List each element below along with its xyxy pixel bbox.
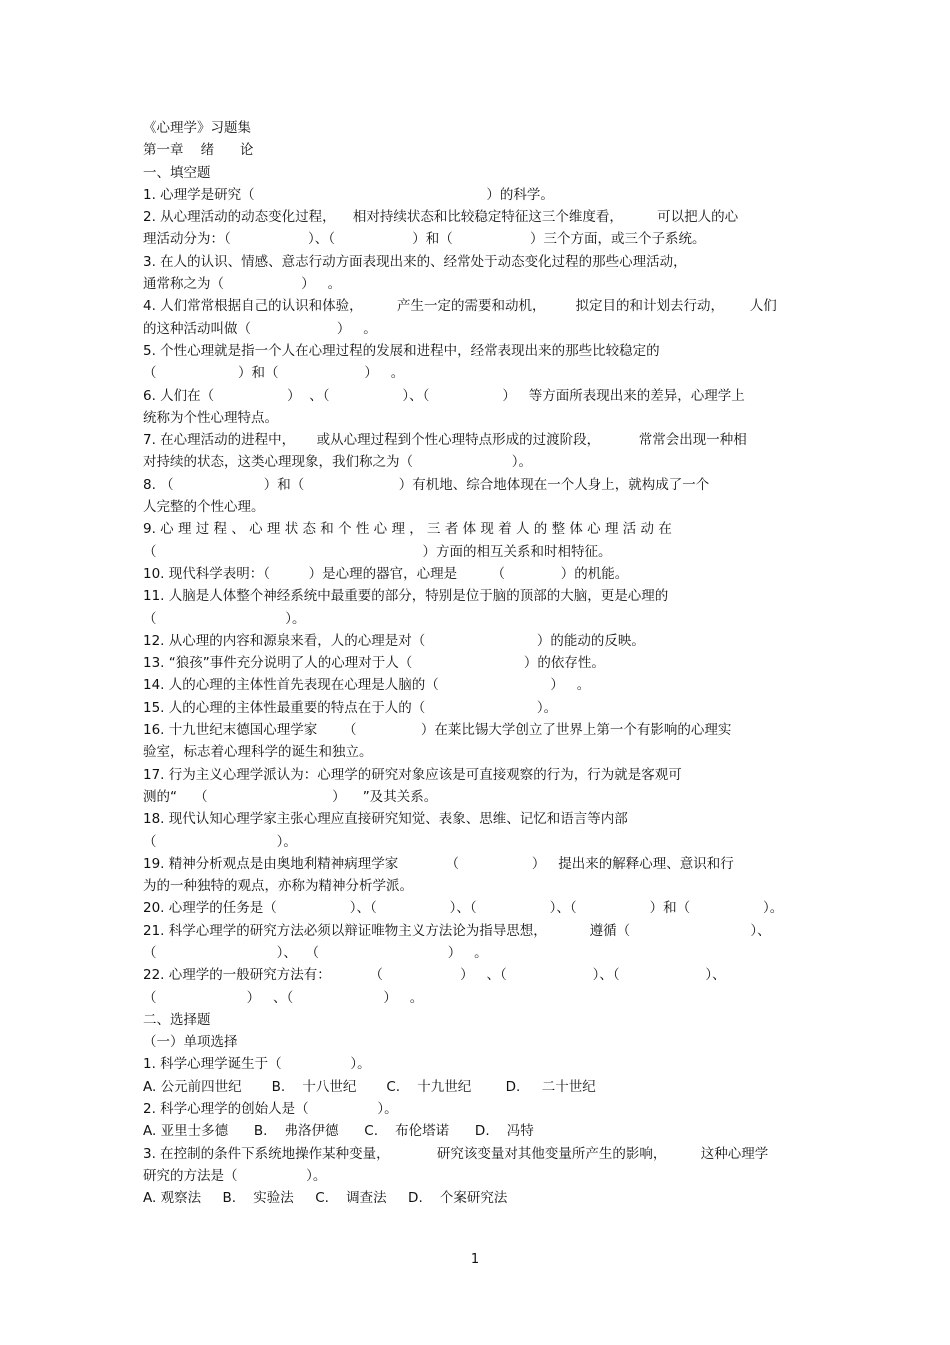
text-line: A. 公元前四世纪 B. 十八世纪 C. 十九世纪 D. 二十世纪: [143, 1078, 596, 1095]
text-line: 测的“ （ ） ”及其关系。: [143, 788, 438, 805]
text-line: A. 观察法 B. 实验法 C. 调查法 D. 个案研究法: [143, 1190, 508, 1207]
exercise-lines: [143, 162, 811, 1210]
text-line: 13. “狼孩”事件充分说明了人的心理对于人（ ）的依存性。: [143, 655, 605, 672]
text-line: 16. 十九世纪末德国心理学家 （ ）在莱比锡大学创立了世界上第一个有影响的心理实: [143, 722, 732, 739]
text-line: 1. 科学心理学诞生于（ ）。: [143, 1056, 371, 1073]
text-line: 7. 在心理活动的进程中， 或从心理过程到个性心理特点形成的过渡阶段， 常常会出现一种相: [143, 432, 747, 449]
text-line: 6. 人们在（ ） 、（ ）、（ ） 等方面所表现出来的差异，心理学上: [143, 387, 745, 404]
text-line: 20. 心理学的任务是（ ）、（ ）、（ ）、（ ）和（ ）。: [143, 900, 784, 917]
text-line: 验室，标志着心理科学的诞生和独立。: [143, 744, 373, 761]
text-line: 9. 心 理 过 程 、 心 理 状 态 和 个 性 心 理 ， 三 者 体 现 着 人 的 整 体 心 理 活 动 在: [143, 521, 672, 538]
text-line: 5. 个性心理就是指一个人在心理过程的发展和进程中，经常表现出来的那些比较稳定的: [143, 342, 660, 359]
text-line: 二、选择题: [143, 1011, 211, 1028]
text-line: 11. 人脑是人体整个神经系统中最重要的部分，特别是位于脑的顶部的大脑，更是心理的: [143, 588, 669, 605]
text-line: 3. 在人的认识、情感、意志行动方面表现出来的、经常处于动态变化过程的那些心理活动，: [143, 253, 687, 270]
document-body: [143, 117, 811, 1210]
page-number: 1: [470, 1252, 480, 1267]
text-line: （ ）。: [143, 610, 306, 627]
text-line: 8. （ ）和（ ）有机地、综合地体现在一个人身上，就构成了一个: [143, 476, 710, 493]
text-line: 15. 人的心理的主体性最重要的特点在于人的（ ）。: [143, 699, 558, 716]
text-line: 4. 人们常常根据自己的认识和体验， 产生一定的需要和动机， 拟定目的和计划去行动， 人们: [143, 298, 777, 315]
text-line: 的这种活动叫做（ ） 。: [143, 320, 377, 337]
text-line: 通常称之为（ ） 。: [143, 276, 342, 293]
text-line: 人完整的个性心理。: [143, 499, 265, 516]
text-line: 22. 心理学的一般研究方法有： （ ） 、（ ）、（ ）、: [143, 967, 726, 984]
text-line: （一）单项选择: [143, 1034, 238, 1051]
text-line: 研究的方法是（ ）。: [143, 1167, 327, 1184]
text-line: 19. 精神分析观点是由奥地利精神病理学家 （ ） 提出来的解释心理、意识和行: [143, 855, 734, 872]
text-line: 对持续的状态，这类心理现象，我们称之为（ ）。: [143, 454, 532, 471]
chapter-heading: 第一章 绪 论: [143, 142, 254, 159]
text-line: 统称为个性心理特点。: [143, 409, 278, 426]
text-line: 2. 从心理活动的动态变化过程， 相对持续状态和比较稳定特征这三个维度看， 可以把人的心: [143, 209, 739, 226]
text-line: （ ）和（ ） 。: [143, 365, 405, 382]
text-line: A. 亚里士多德 B. 弗洛伊德 C. 布伦塔诺 D. 冯特: [143, 1123, 534, 1140]
text-line: （ ）方面的相互关系和时相特征。: [143, 543, 612, 560]
text-line: 1. 心理学是研究（ ）的科学。: [143, 186, 554, 203]
text-line: 18. 现代认知心理学家主张心理应直接研究知觉、表象、思维、记忆和语言等内部: [143, 811, 628, 828]
text-line: 理活动分为：（ ）、（ ）和（ ）三个方面，或三个子系统。: [143, 231, 706, 248]
text-line: （ ）、 （ ） 。: [143, 944, 488, 961]
text-line: 10. 现代科学表明：（ ）是心理的器官，心理是 （ ）的机能。: [143, 565, 629, 582]
text-line: 14. 人的心理的主体性首先表现在心理是人脑的（ ） 。: [143, 677, 591, 694]
document-title: 《心理学》习题集: [143, 120, 251, 136]
text-line: （ ）。: [143, 833, 297, 850]
text-line: 一、填空题: [143, 164, 211, 181]
text-line: 21. 科学心理学的研究方法必须以辩证唯物主义方法论为指导思想， 遵循（ ）、: [143, 922, 771, 939]
text-line: 2. 科学心理学的创始人是（ ）。: [143, 1101, 398, 1118]
text-line: 为的一种独特的观点，亦称为精神分析学派。: [143, 878, 413, 895]
text-line: 17. 行为主义心理学派认为：心理学的研究对象应该是可直接观察的行为，行为就是客观可: [143, 766, 682, 783]
text-line: 3. 在控制的条件下系统地操作某种变量， 研究该变量对其他变量所产生的影响， 这种心理学: [143, 1145, 769, 1162]
text-line: 12. 从心理的内容和源泉来看，人的心理是对（ ）的能动的反映。: [143, 632, 645, 649]
text-line: （ ） 、（ ） 。: [143, 989, 424, 1006]
